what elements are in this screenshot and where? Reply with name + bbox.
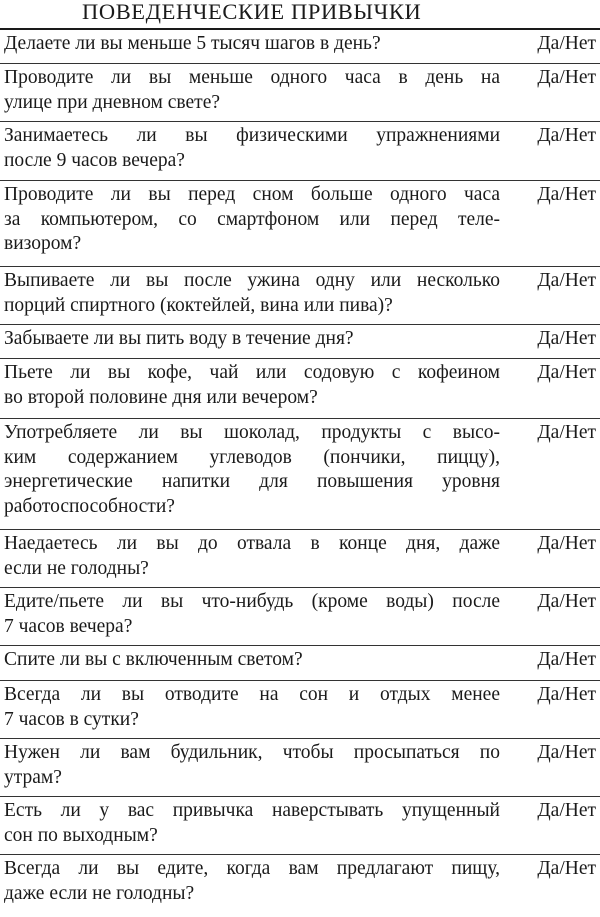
question-line: во второй половине дня или вечером?: [4, 386, 318, 408]
question-line: 7 часов вечера?: [4, 615, 133, 637]
question-text: [4, 124, 500, 173]
question-text: [4, 532, 500, 581]
question-text: [4, 183, 500, 257]
question-line: даже если не голодны?: [4, 882, 195, 904]
question-row: [0, 797, 600, 855]
answer-option: Да/Нет: [537, 649, 596, 670]
question-text: [4, 857, 500, 906]
question-line: Проводите ли вы меньше одного часа в день на: [4, 67, 500, 88]
question-line: Проводите ли вы перед сном больше одного часа: [4, 184, 500, 205]
question-line: Наедаетесь ли вы до отвала в конце дня, даже: [4, 533, 500, 554]
question-line: энергетические напитки для повышения уровня: [4, 471, 500, 492]
question-row: [0, 419, 600, 530]
question-text: [4, 590, 500, 639]
question-line: Едите/пьете ли вы что-нибудь (кроме воды) после: [4, 591, 500, 612]
question-text: [4, 421, 500, 519]
question-row: [0, 359, 600, 419]
answer-option: Да/Нет: [537, 800, 596, 821]
question-line: за компьютером, со смартфоном или перед теле-: [4, 208, 500, 230]
question-line: Всегда ли вы едите, когда вам предлагают пищу,: [4, 858, 500, 879]
question-row: [0, 122, 600, 181]
question-text: [4, 32, 500, 57]
question-line: Есть ли у вас привычка наверстывать упущенный: [4, 800, 500, 821]
question-row: [0, 855, 600, 909]
question-row: [0, 530, 600, 588]
question-line: работоспособности?: [4, 495, 175, 517]
question-row: [0, 181, 600, 267]
question-text: [4, 799, 500, 848]
question-text: [4, 66, 500, 115]
answer-option: Да/Нет: [537, 184, 596, 205]
answer-option: Да/Нет: [537, 33, 596, 54]
question-line: Делаете ли вы меньше 5 тысяч шагов в день?: [4, 33, 381, 54]
question-line: если не голодны?: [4, 557, 149, 579]
question-line: улице при дневном свете?: [4, 91, 221, 113]
question-row: [0, 30, 600, 64]
question-line: Забываете ли вы пить воду в течение дня?: [4, 328, 354, 349]
question-line: ким содержанием углеводов (пончики, пиццу),: [4, 446, 500, 468]
answer-option: Да/Нет: [537, 858, 596, 879]
question-row: [0, 681, 600, 739]
question-text: [4, 648, 500, 673]
question-row: [0, 739, 600, 797]
answer-option: Да/Нет: [537, 125, 596, 146]
question-row: [0, 267, 600, 325]
question-text: [4, 269, 500, 318]
answer-option: Да/Нет: [537, 362, 596, 383]
question-text: [4, 361, 500, 410]
question-row: [0, 64, 600, 122]
question-line: Выпиваете ли вы после ужина одну или несколько: [4, 270, 500, 291]
question-line: Нужен ли вам будильник, чтобы просыпаться по: [4, 742, 500, 763]
question-line: Всегда ли вы отводите на сон и отдых менее: [4, 684, 500, 705]
section-header: [0, 0, 600, 30]
answer-option: Да/Нет: [537, 742, 596, 763]
answer-option: Да/Нет: [537, 67, 596, 88]
question-text: [4, 741, 500, 790]
question-line: 7 часов в сутки?: [4, 708, 139, 730]
question-line: порций спиртного (коктейлей, вина или пива)?: [4, 294, 393, 316]
question-line: Занимаетесь ли вы физическими упражнениями: [4, 125, 500, 146]
answer-option: Да/Нет: [537, 591, 596, 612]
question-line: утрам?: [4, 766, 62, 788]
question-line: визором?: [4, 233, 82, 254]
answer-option: Да/Нет: [537, 328, 596, 349]
question-row: [0, 325, 600, 359]
question-line: Пьете ли вы кофе, чай или содовую с кофеином: [4, 362, 500, 383]
question-text: [4, 683, 500, 732]
question-row: [0, 588, 600, 646]
question-line: сон по выходным?: [4, 824, 158, 846]
question-row: [0, 646, 600, 681]
question-line: Спите ли вы с включенным светом?: [4, 649, 303, 670]
answer-option: Да/Нет: [537, 422, 596, 443]
question-line: Употребляете ли вы шоколад, продукты с высо-: [4, 422, 500, 443]
section-title: ПОВЕДЕНЧЕСКИЕ ПРИВЫЧКИ: [82, 0, 422, 24]
question-text: [4, 327, 500, 352]
answer-option: Да/Нет: [537, 270, 596, 291]
question-line: после 9 часов вечера?: [4, 149, 185, 171]
answer-option: Да/Нет: [537, 684, 596, 705]
answer-option: Да/Нет: [537, 533, 596, 554]
